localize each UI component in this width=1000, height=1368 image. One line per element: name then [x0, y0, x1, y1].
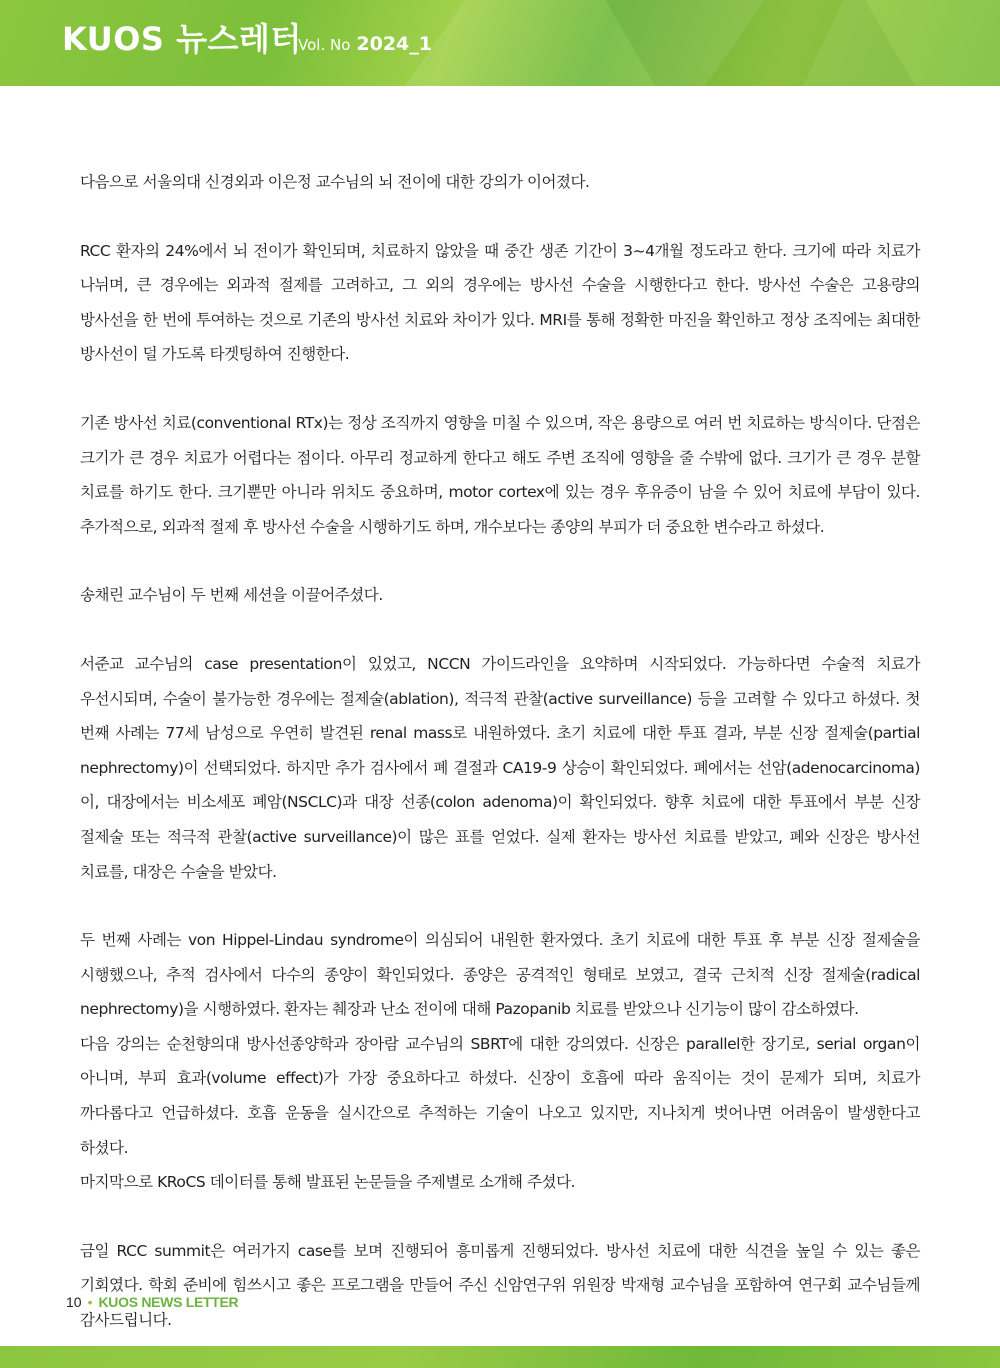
- footer-newsletter-name: KUOS NEWS LETTER: [98, 1294, 239, 1310]
- paragraph: RCC 환자의 24%에서 뇌 전이가 확인되며, 치료하지 않았을 때 중간 생존 기간이 3~4개월 정도라고 한다. 크기에 따라 치료가 나뉘며, 큰 경우에는 외과적 절제를 고려하고, 그 외의 경우에는 방사선 수술을 시행한다고 한다. 방사선 수술은 고용량의 방사선을 한 번에 투여하는 것으로 기존의 방사선 치료와 차이가 있다. MRI를 통해 정확한 마진을 확인하고 정상 조직에는 최대한 방사선이 덜 가도록 타겟팅하여 진행한다.: [80, 241, 920, 364]
- paragraph: 다음으로 서울의대 신경외과 이은정 교수님의 뇌 전이에 대한 강의가 이어졌다.: [80, 173, 590, 191]
- page-header: [0, 0, 1000, 86]
- volume-label: [298, 33, 432, 55]
- page-number: 10: [66, 1294, 82, 1310]
- paragraph: 마지막으로 KRoCS 데이터를 통해 발표된 논문들을 주제별로 소개해 주셨다.: [80, 1173, 576, 1192]
- article-body: [80, 165, 920, 1338]
- paragraph: 송채린 교수님이 두 번째 세션을 이끌어주셨다.: [80, 586, 383, 605]
- newsletter-title: KUOS 뉴스레터: [62, 20, 302, 58]
- volume-prefix: Vol. No: [298, 36, 351, 54]
- paragraph: 다음 강의는 순천향의대 방사선종양학과 장아람 교수님의 SBRT에 대한 강의였다. 신장은 parallel한 장기로, serial organ이 아니며, 부피 효과(volume effect)가 가장 중요하다고 하셨다. 신장이 호흡에 따라 움직이는 것이 문제가 되며, 치료가 까다롭다고 언급하셨다. 호흡 운동을 실시간으로 추적하는 기술이 나오고 있지만, 지나치게 벗어나면 어려움이 발생한다고 하셨다.: [80, 1034, 920, 1157]
- paragraph: 두 번째 사례는 von Hippel-Lindau syndrome이 의심되어 내원한 환자였다. 초기 치료에 대한 투표 후 부분 신장 절제술을 시행했으나, 추적 검사에서 다수의 종양이 확인되었다. 종양은 공격적인 형태로 보였고, 결국 근치적 신장 절제술(radical nephrectomy)을 시행하였다. 환자는 췌장과 난소 전이에 대해 Pazopanib 치료를 받았으나 신기능이 많이 감소하였다.: [80, 931, 920, 1019]
- footer-bar: [0, 1346, 1000, 1368]
- bullet-separator: •: [87, 1294, 93, 1310]
- paragraph: 금일 RCC summit은 여러가지 case를 보며 진행되어 흥미롭게 진행되었다. 방사선 치료에 대한 식견을 높일 수 있는 좋은 기회였다. 학회 준비에 힘쓰시고 좋은 프로그램을 만들어 주신 신암연구위 위원장 박재형 교수님을 포함하여 연구회 교수님들께 감사드립니다.: [80, 1241, 920, 1330]
- volume-number: 2024_1: [356, 33, 432, 55]
- paragraph: 서준교 교수님의 case presentation이 있었고, NCCN 가이드라인을 요약하며 시작되었다. 가능하다면 수술적 치료가 우선시되며, 수술이 불가능한 경우에는 절제술(ablation), 적극적 관찰(active surveillance) 등을 고려할 수 있다고 하셨다. 첫 번째 사례는 77세 남성으로 우연히 발견된 renal mass로 내원하였다. 초기 치료에 대한 투표 결과, 부분 신장 절제술(partial nephrectomy)이 선택되었다. 하지만 추가 검사에서 폐 결절과 CA19-9 상승이 확인되었다. 폐에서는 선암(adenocarcinoma)이, 대장에서는 비소세포 폐암(NSCLC)과 대장 선종(colon adenoma)이 확인되었다. 향후 치료에 대한 투표에서 부분 신장 절제술 또는 적극적 관찰(active surveillance)이 많은 표를 얻었다. 실제 환자는 방사선 치료를 받았고, 폐와 신장은 방사선 치료를, 대장은 수술을 받았다.: [80, 654, 920, 881]
- paragraph: 기존 방사선 치료(conventional RTx)는 정상 조직까지 영향을 미칠 수 있으며, 작은 용량으로 여러 번 치료하는 방식이다. 단점은 크기가 큰 경우 치료가 어렵다는 점이다. 아무리 정교하게 한다고 해도 주변 조직에 영향을 줄 수밖에 없다. 크기가 큰 경우 분할 치료를 하기도 한다. 크기뿐만 아니라 위치도 중요하며, motor cortex에 있는 경우 후유증이 남을 수 있어 치료에 부담이 있다. 추가적으로, 외과적 절제 후 방사선 수술을 시행하기도 하며, 개수보다는 종양의 부피가 더 중요한 변수라고 하셨다.: [80, 413, 920, 536]
- page-footer: [66, 1294, 238, 1310]
